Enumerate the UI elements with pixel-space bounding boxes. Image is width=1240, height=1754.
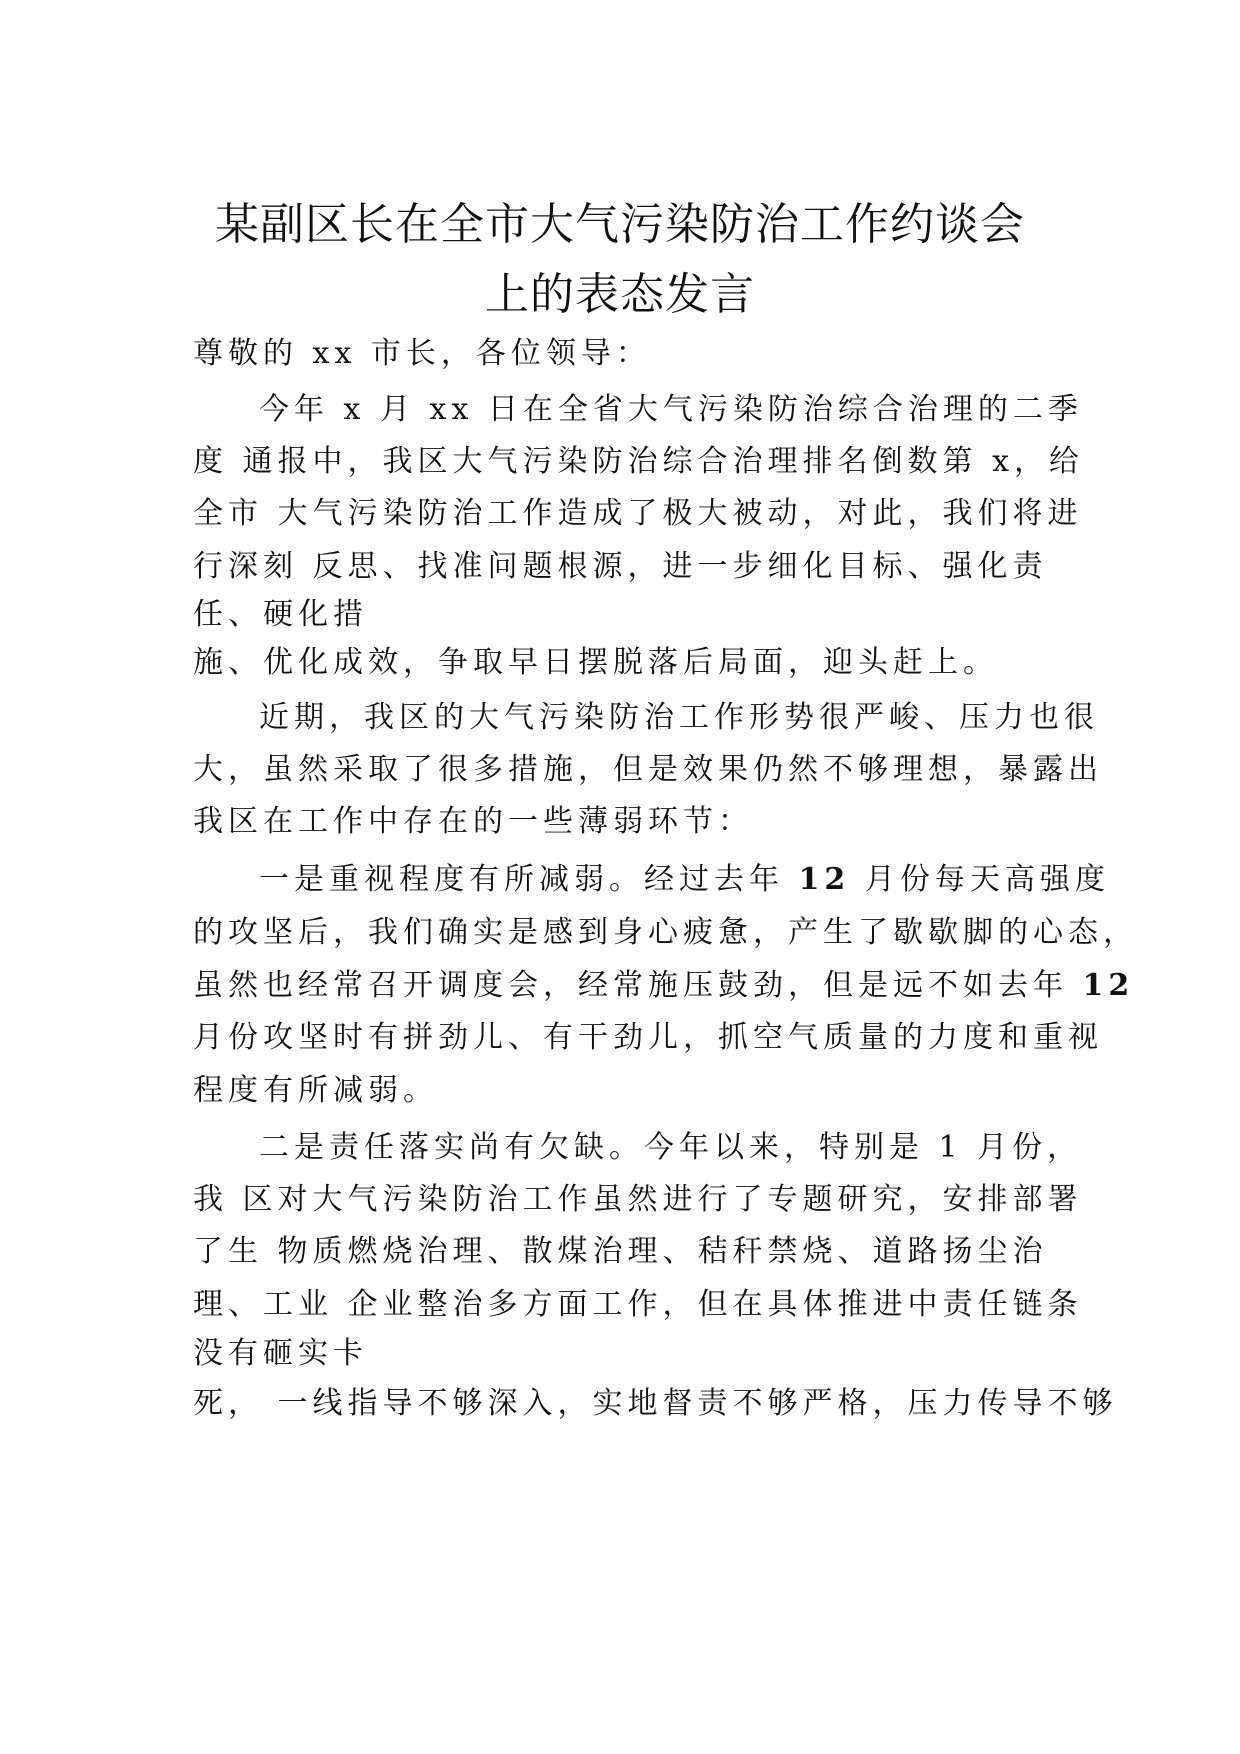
paragraph-3-line-2: 的攻坚后，我们确实是感到身心疲惫，产生了歇歇脚的心态， [193,915,1138,950]
paragraph-3-line-4: 月份攻坚时有拼劲儿、有干劲儿，抓空气质量的力度和重视 [193,1020,1103,1055]
document-title [150,190,1090,330]
paragraph-3-number-12: 12 [798,862,851,897]
title-line-1: 某副区长在全市大气污染防治工作约谈会 [215,199,1025,250]
paragraph-3-line-3 [193,966,1134,1006]
paragraph-4-line-1: 二是责任落实尚有欠缺。今年以来，特别是 1 月份， [259,1130,1083,1165]
paragraph-4-line-3: 了生 物质燃烧治理、散煤治理、秸秆禁烧、道路扬尘治 [193,1234,1048,1269]
paragraph-4-line-4: 理、工业 企业整治多方面工作，但在具体推进中责任链条 [193,1287,1083,1322]
paragraph-1-line-6: 施、优化成效，争取早日摆脱落后局面，迎头赶上。 [193,645,998,680]
paragraph-4-line-6: 死， 一线指导不够深入，实地督责不够严格，压力传导不够 [193,1386,1118,1421]
paragraph-1-line-2: 度 通报中，我区大气污染防治综合治理排名倒数第 x，给 [193,444,1084,479]
paragraph-2-line-2: 大，虽然采取了很多措施，但是效果仍然不够理想，暴露出 [193,752,1103,787]
salutation: 尊敬的 xx 市长，各位领导： [193,336,651,371]
paragraph-4-line-2: 我 区对大气污染防治工作虽然进行了专题研究，安排部署 [193,1182,1083,1217]
paragraph-2-line-1: 近期，我区的大气污染防治工作形势很严峻、压力也很 [259,700,1099,735]
paragraph-4-line-5: 没有砸实卡 [193,1336,368,1371]
paragraph-1-line-5: 任、硬化措 [193,597,368,632]
paragraph-3-number-12-second: 12 [1082,968,1135,1003]
paragraph-3-line-5: 程度有所减弱。 [193,1073,438,1108]
paragraph-1-line-1: 今年 x 月 xx 日在全省大气污染防治综合治理的二季 [259,392,1083,427]
paragraph-3-text-b: 月份每天高强度 [850,862,1110,897]
paragraph-1-line-4: 行深刻 反思、找准问题根源，进一步细化目标、强化责 [193,549,1048,584]
paragraph-2-line-3: 我区在工作中存在的一些薄弱环节： [193,804,753,839]
paragraph-3-text-a: 一是重视程度有所减弱。经过去年 [259,862,799,897]
paragraph-1-line-3: 全市 大气污染防治工作造成了极大被动，对此，我们将进 [193,496,1083,531]
title-line-2: 上的表态发言 [485,269,755,320]
paragraph-3-text-c: 虽然也经常召开调度会，经常施压鼓劲，但是远不如去年 [193,968,1083,1003]
paragraph-3-line-1 [259,860,1110,900]
